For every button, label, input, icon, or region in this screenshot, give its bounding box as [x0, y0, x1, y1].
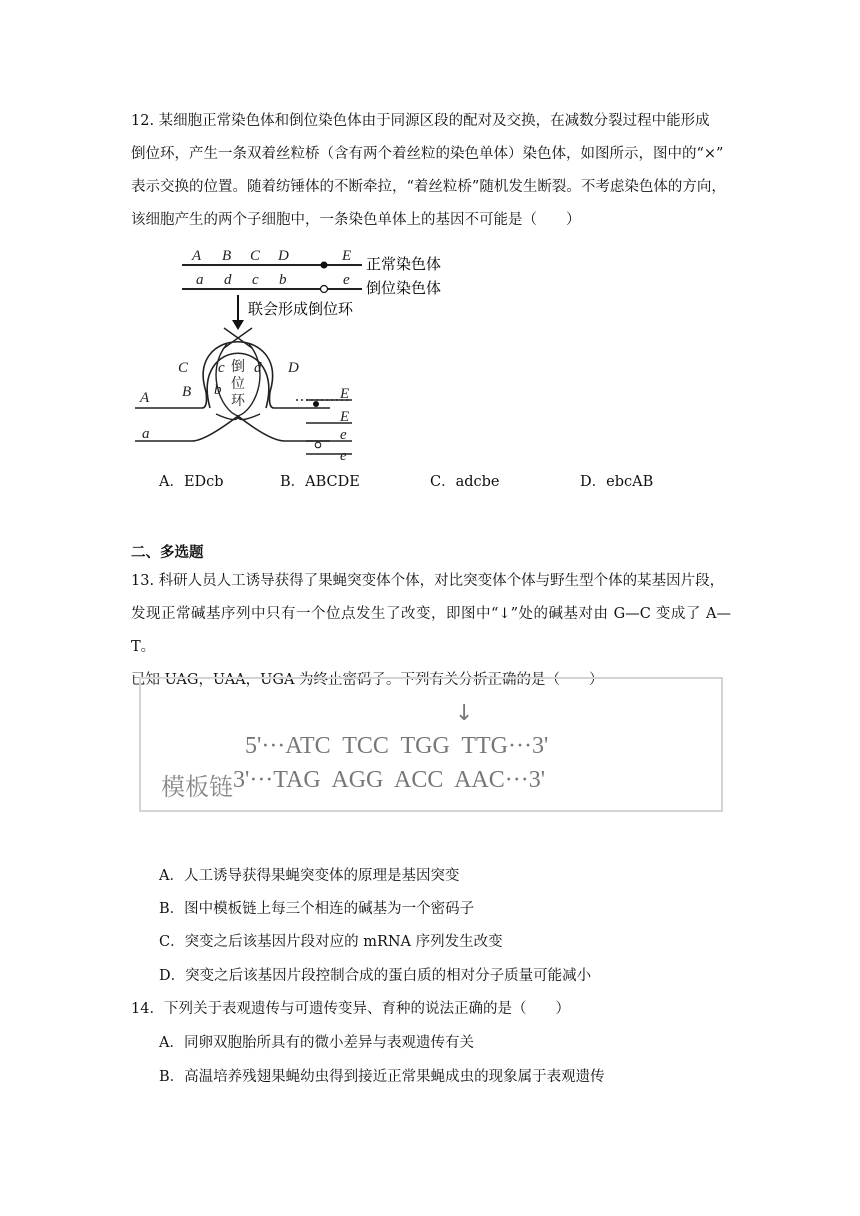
q12-line: 倒位环，产生一条双着丝粒桥（含有两个着丝粒的染色单体）染色体，如图所示，图中的“×”: [131, 146, 724, 162]
gene-bottom: e: [343, 272, 350, 288]
q13-option-c[interactable]: C．突变之后该基因片段对应的 mRNA 序列发生改变: [159, 934, 503, 950]
q12-option-a[interactable]: A．EDcb: [159, 474, 224, 490]
section-title: 二、多选题: [131, 545, 204, 561]
q12-option-b[interactable]: B．ABCDE: [280, 474, 360, 490]
right-gene: e: [340, 448, 347, 464]
loop-gene-bottom: a: [142, 426, 150, 442]
gene-bottom: b: [279, 272, 287, 288]
q12-line: 表示交换的位置。随着纺锤体的不断牵拉，“着丝粒桥”随机发生断裂。不考虑染色体的方向，: [131, 179, 726, 195]
q12-line: 12. 某细胞正常染色体和倒位染色体由于同源区段的配对及交换，在减数分裂过程中能形成: [131, 113, 710, 129]
mutation-arrow: ↓: [455, 701, 474, 726]
gene-top: E: [342, 248, 352, 264]
gene-top: A: [192, 248, 202, 264]
loop-gene-inner: d: [254, 360, 262, 376]
q13-option-b[interactable]: B．图中模板链上每三个相连的碱基为一个密码子: [159, 901, 475, 917]
normal-chromosome-label: 正常染色体: [366, 257, 442, 273]
right-gene: e: [340, 427, 347, 443]
gene-top: D: [278, 248, 289, 264]
loop-gene: D: [288, 360, 299, 376]
gene-top: B: [222, 248, 232, 264]
q13-option-d[interactable]: D．突变之后该基因片段控制合成的蛋白质的相对分子质量可能减小: [159, 968, 592, 984]
q12-option-c[interactable]: C．adcbe: [430, 474, 500, 490]
q13-line: 已知 UAG，UAA，UGA 为终止密码子。下列有关分析正确的是（ ）: [131, 672, 604, 688]
q14-option-b[interactable]: B．高温培养残翅果蝇幼虫得到接近正常果蝇成虫的现象属于表观遗传: [159, 1069, 605, 1085]
q12-stem: [131, 105, 731, 237]
gene-bottom: d: [224, 272, 232, 288]
q13-option-a[interactable]: A．人工诱导获得果蝇突变体的原理是基因突变: [159, 868, 460, 884]
gene-top: C: [250, 248, 261, 264]
right-gene: E: [340, 386, 350, 402]
q14-option-a[interactable]: A．同卵双胞胎所具有的微小差异与表观遗传有关: [159, 1035, 474, 1051]
loop-gene-inner: c: [218, 360, 225, 376]
inverted-chromosome-label: 倒位染色体: [366, 281, 442, 297]
gene-bottom: c: [252, 272, 259, 288]
gene-bottom: a: [196, 272, 204, 288]
loop-center-char: 位: [231, 377, 245, 392]
template-strand: 3'···TAG AGG ACC AAC···3': [233, 767, 546, 793]
loop-gene: B: [182, 384, 192, 400]
q14-stem: 14．下列关于表观遗传与可遗传变异、育种的说法正确的是（ ）: [131, 1001, 570, 1017]
loop-center-char: 环: [231, 394, 245, 409]
inversion-loop-figure: [130, 240, 460, 465]
dna-sequence-figure: [139, 677, 723, 812]
q12-option-d[interactable]: D．ebcAB: [580, 474, 654, 490]
loop-gene: C: [178, 360, 189, 376]
synapsis-label: 联会形成倒位环: [248, 302, 354, 318]
loop-gene-inner: b: [214, 382, 222, 398]
q12-line: 该细胞产生的两个子细胞中，一条染色单体上的基因不可能是（ ）: [131, 212, 581, 228]
loop-center-char: 倒: [231, 360, 245, 375]
coding-strand: 5'···ATC TCC TGG TTG···3': [245, 733, 549, 759]
q13-line: 13. 科研人员人工诱导获得了果蝇突变体个体，对比突变体个体与野生型个体的某基因片段，: [131, 573, 725, 589]
template-label: 模板链: [161, 773, 233, 801]
right-gene: E: [340, 409, 350, 425]
q13-line: 发现正常碱基序列中只有一个位点发生了改变，即图中“↓”处的碱基对由 G—C 变成了 A—T。: [131, 606, 731, 655]
loop-gene: A: [140, 390, 150, 406]
